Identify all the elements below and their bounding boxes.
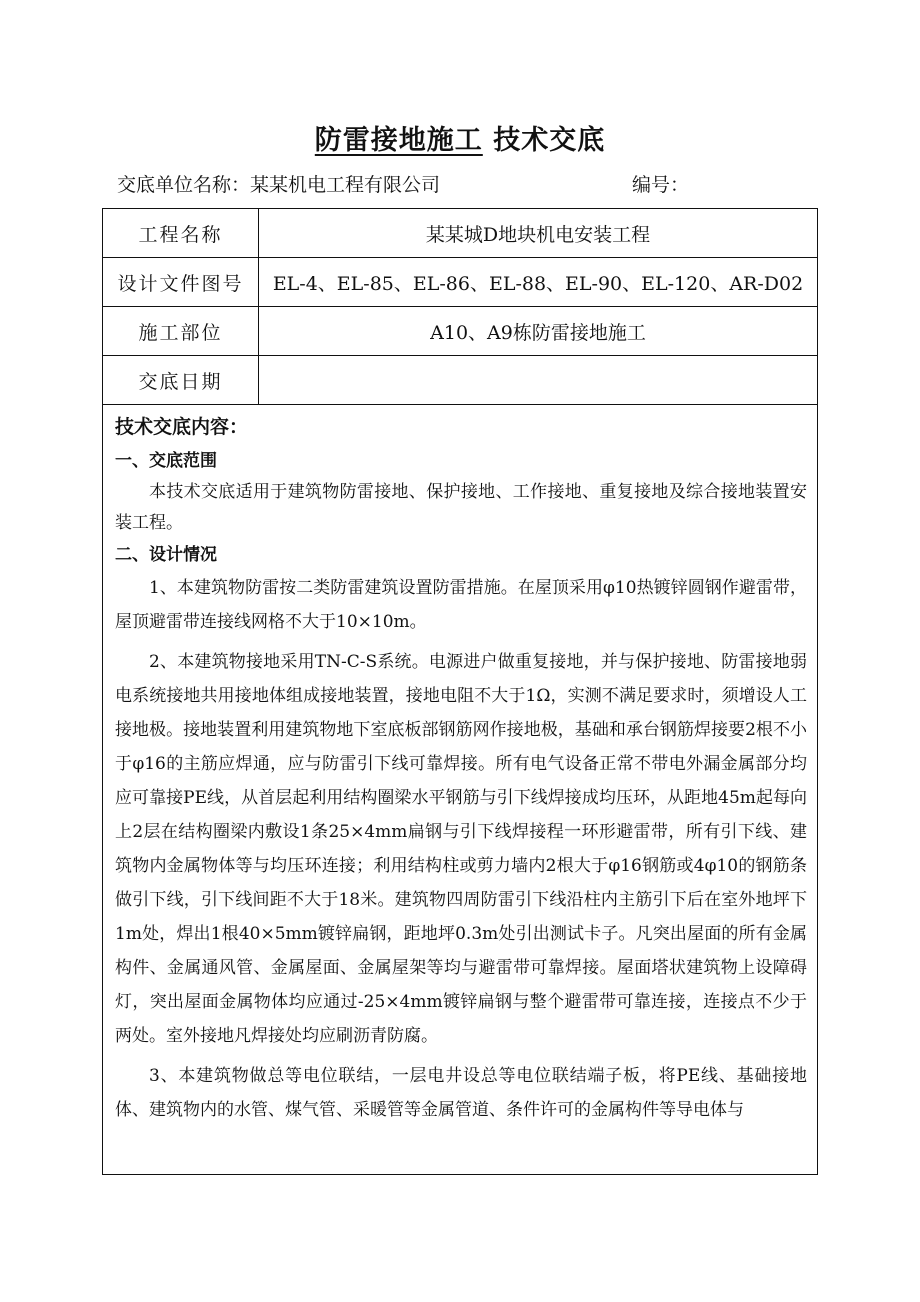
title-suffix: 技术交底 (493, 125, 606, 156)
title-main: 防雷接地施工 (314, 125, 483, 156)
table-row (103, 307, 818, 356)
section-2-paragraph-2: 2、本建筑物接地采用TN-C-S系统。电源进户做重复接地，并与保护接地、防雷接地弱电系统接地共用接地体组成接地装置，接地电阻不大于1Ω，实测不满足要求时，须增设人工接地极。接地装置利用建筑物地下室底板部钢筋网作接地极，基础和承台钢筋焊接要2根不小于φ16的主筋应焊通，应与防雷引下线可靠焊接。所有电气设备正常不带电外漏金属部分均应可靠接PE线，从首层起利用结构圈梁水平钢筋与引下线焊接成均压环，从距地45m起每向上2层在结构圈梁内敷设1条25×4mm扁钢与引下线焊接程一环形避雷带，所有引下线、建筑物内金属物体等与均压环连接；利用结构柱或剪力墙内2根大于φ16钢筋或4φ10的钢筋条做引下线，引下线间距不大于18米。建筑物四周防雷引下线沿柱内主筋引下后在室外地坪下1m处，焊出1根40×5mm镀锌扁钢，距地坪0.3m处引出测试卡子。凡突出屋面的所有金属构件、金属通风管、金属屋面、金属屋架等均与避雷带可靠焊接。屋面塔状建筑物上设障碍灯，突出屋面金属物体均应通过-25×4mm镀锌扁钢与整个避雷带可靠连接，连接点不少于两处。室外接地凡焊接处均应刷沥青防腐。 (115, 652, 807, 1046)
content-box (102, 405, 818, 1175)
unit-value: 某某机电工程有限公司 (250, 174, 441, 196)
content-heading: 技术交底内容： (115, 416, 249, 438)
info-table (102, 208, 818, 405)
row-label: 设计文件图号 (103, 258, 259, 307)
table-row (103, 258, 818, 307)
section-2-paragraph-1: 1、本建筑物防雷按二类防雷建筑设置防雷措施。在屋顶采用φ10热镀锌圆钢作避雷带，屋顶避雷带连接线网格不大于10×10m。 (115, 578, 807, 632)
table-row (103, 356, 818, 405)
section-1-title: 一、交底范围 (115, 451, 217, 471)
number-label: 编号： (632, 174, 690, 196)
row-value: A10、A9栋防雷接地施工 (259, 307, 818, 356)
section-2-paragraph-3: 3、本建筑物做总等电位联结，一层电井设总等电位联结端子板，将PE线、基础接地体、建筑物内的水管、煤气管、采暖管等金属管道、条件许可的金属构件等导电体与 (115, 1066, 807, 1120)
document-title (0, 118, 920, 157)
section-1-text: 本技术交底适用于建筑物防雷接地、保护接地、工作接地、重复接地及综合接地装置安装工程。 (115, 482, 807, 533)
row-value (259, 356, 818, 405)
unit-label: 交底单位名称： (117, 174, 251, 196)
row-value: 某某城D地块机电安装工程 (259, 209, 818, 258)
row-label: 施工部位 (103, 307, 259, 356)
row-label: 工程名称 (103, 209, 259, 258)
table-row (103, 209, 818, 258)
meta-row (117, 170, 807, 197)
row-value: EL-4、EL-85、EL-86、EL-88、EL-90、EL-120、AR-D02 (259, 258, 818, 307)
section-2-title: 二、设计情况 (115, 545, 217, 565)
row-label: 交底日期 (103, 356, 259, 405)
